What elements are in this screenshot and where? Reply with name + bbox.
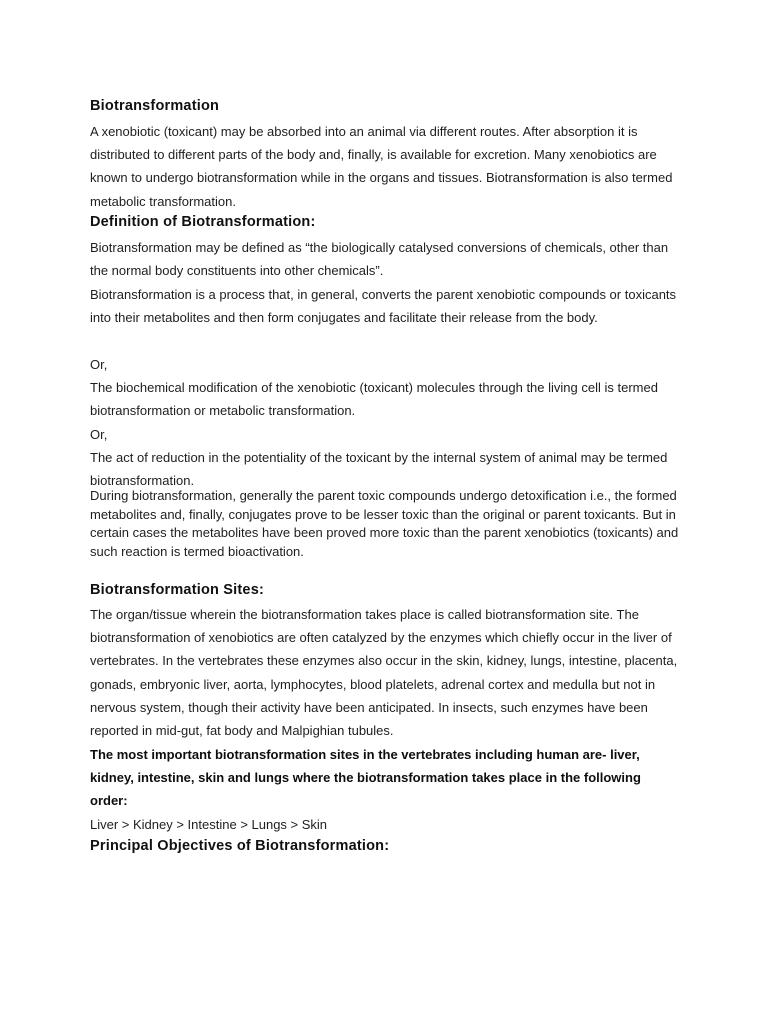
or-separator-2: Or, <box>90 427 108 442</box>
sites-order: Liver > Kidney > Intestine > Lungs > Skin <box>90 817 328 832</box>
paragraph-sites: The organ/tissue wherein the biotransformation takes place is called biotransformation site. The biotransformation of xenobiotics are often catalyzed by the enzymes which chiefly occur in the liver of vertebrates. In the vertebrates these enzymes also occur in the skin, kidney, lungs, intestine, placenta, gonads, embryonic liver, aorta, lymphocytes, blood platelets, adrenal cortex and medulla but not in nervous system, though their activity have been anticipated. In insects, such enzymes have been reported in mid-gut, fat body and Malpighian tubules. <box>90 607 678 739</box>
paragraph-definition-4: The act of reduction in the potentiality of the toxicant by the internal system of animal may be termed biotransformation. <box>90 450 668 489</box>
paragraph-definition-2: Biotransformation is a process that, in general, converts the parent xenobiotic compounds or toxicants into their metabolites and then form conjugates and facilitate their release from the body. <box>90 287 677 326</box>
heading-definition: Definition of Biotransformation: <box>90 214 316 230</box>
heading-objectives: Principal Objectives of Biotransformation: <box>90 838 390 854</box>
heading-biotransformation: Biotransformation <box>90 98 220 114</box>
paragraph-intro: A xenobiotic (toxicant) may be absorbed into an animal via different routes. After absorption it is distributed to different parts of the body and, finally, is available for excretion. Many xenobiotics are known to undergo biotransformation while in the organs and tissues. Biotransformation is also termed metabolic transformation. <box>90 124 673 209</box>
paragraph-definition-1: Biotransformation may be defined as “the biologically catalysed conversions of chemicals, other than the normal body constituents into other chemicals”. <box>90 240 669 279</box>
paragraph-sites-important: The most important biotransformation sites in the vertebrates including human are- liver, kidney, intestine, skin and lungs where the biotransformation takes place in the following order: <box>90 747 641 809</box>
paragraph-detoxification: During biotransformation, generally the parent toxic compounds undergo detoxification i.e., the formed metabolites and, finally, conjugates prove to be lesser toxic than the original or parent toxicants. But in certain cases the metabolites have been proved more toxic than the parent xenobiotics (toxicants) and such reaction is termed bioactivation. <box>90 488 679 559</box>
paragraph-definition-3: The biochemical modification of the xenobiotic (toxicant) molecules through the living cell is termed biotransformation or metabolic transformation. <box>90 380 658 419</box>
or-separator-1: Or, <box>90 357 108 372</box>
heading-sites: Biotransformation Sites: <box>90 582 264 598</box>
